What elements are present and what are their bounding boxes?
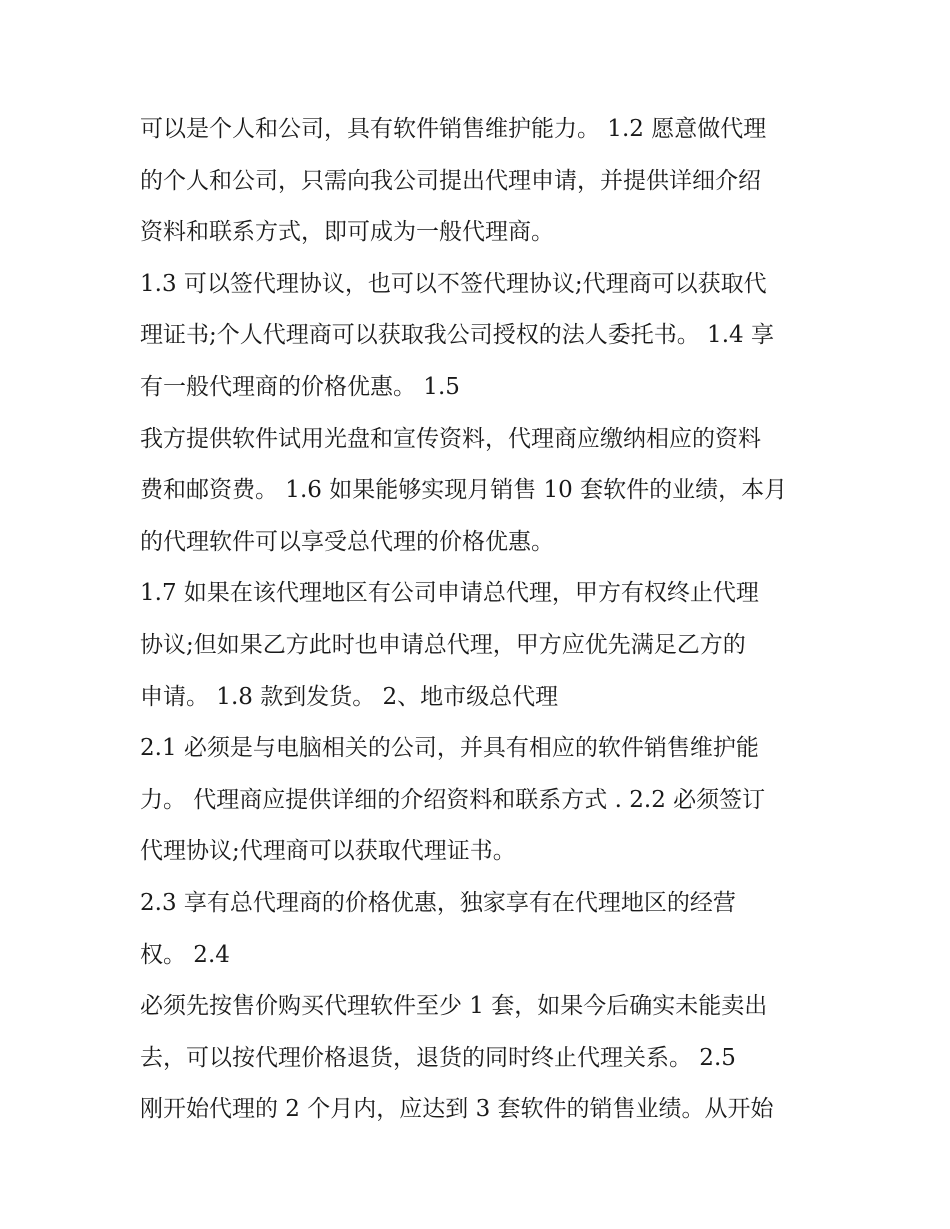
text-line: 2.3 享有总代理商的价格优惠，独家享有在代理地区的经营 — [140, 889, 736, 916]
text-line: 的代理软件可以享受总代理的价格优惠。 — [140, 528, 554, 555]
text-line: 我方提供软件试用光盘和宣传资料，代理商应缴纳相应的资料 — [140, 425, 761, 452]
text-line: 刚开始代理的 2 个月内，应达到 3 套软件的销售业绩。从开始 — [140, 1096, 774, 1123]
text-line: 1.7 如果在该代理地区有公司申请总代理，甲方有权终止代理 — [140, 580, 759, 607]
text-line: 2.1 必须是与电脑相关的公司，并具有相应的软件销售维护能 — [140, 735, 759, 762]
text-line: 申请。 1.8 款到发货。 2、地市级总代理 — [140, 683, 559, 710]
text-line: 的个人和公司，只需向我公司提出代理申请，并提供详细介绍 — [140, 167, 761, 194]
text-line: 有一般代理商的价格优惠。 1.5 — [140, 373, 460, 400]
text-line: 代理协议;代理商可以获取代理证书。 — [140, 838, 516, 865]
text-line: 1.3 可以签代理协议，也可以不签代理协议;代理商可以获取代 — [140, 270, 767, 297]
text-line: 费和邮资费。 1.6 如果能够实现月销售 10 套软件的业绩，本月 — [140, 477, 788, 504]
text-line: 理证书;个人代理商可以获取我公司授权的法人委托书。 1.4 享 — [140, 322, 774, 349]
text-line: 去，可以按代理价格退货，退货的同时终止代理关系。 2.5 — [140, 1044, 736, 1071]
text-line: 必须先按售价购买代理软件至少 1 套，如果今后确实未能卖出 — [140, 993, 768, 1020]
text-line: 可以是个人和公司，具有软件销售维护能力。 1.2 愿意做代理 — [140, 116, 767, 142]
text-line: 权。 2.4 — [140, 941, 230, 968]
text-line: 力。 代理商应提供详细的介绍资料和联系方式 . 2.2 必须签订 — [140, 786, 766, 813]
document-body — [140, 104, 820, 1136]
text-line: 资料和联系方式，即可成为一般代理商。 — [140, 219, 554, 246]
text-line: 协议;但如果乙方此时也申请总代理，甲方应优先满足乙方的 — [140, 631, 746, 658]
